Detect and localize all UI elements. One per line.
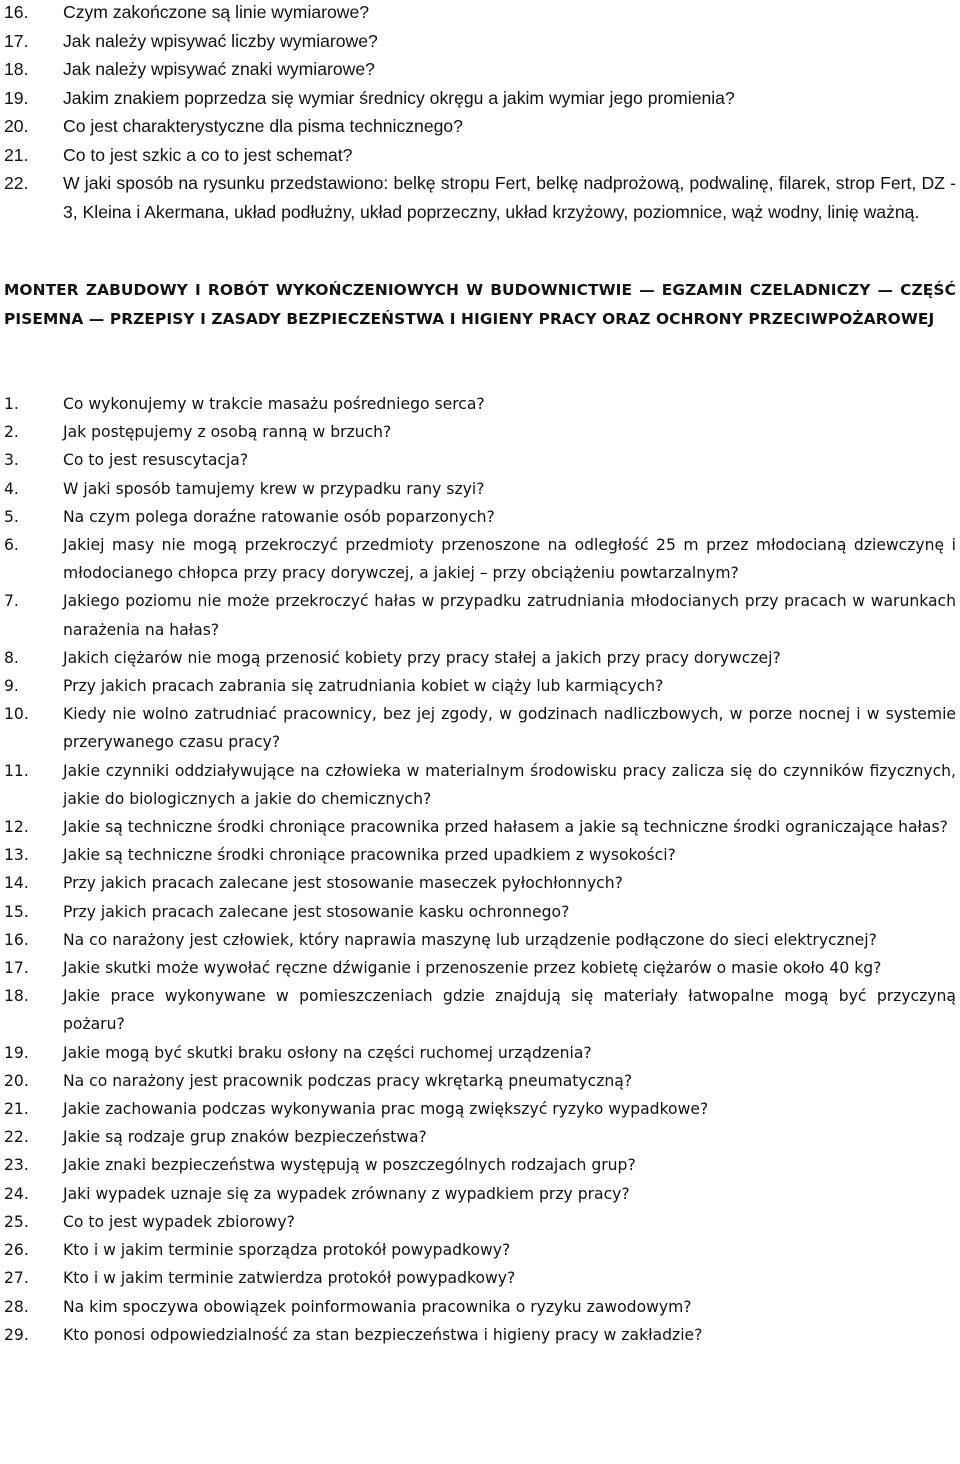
question-list-bhp	[0, 390, 960, 1349]
item-text: Jakim znakiem poprzedza się wymiar średnicy okręgu a jakim wymiar jego promienia?	[63, 87, 735, 108]
item-text: W jaki sposób tamujemy krew w przypadku rany szyi?	[63, 479, 485, 498]
list-item	[0, 390, 960, 418]
item-text: Na co narażony jest pracownik podczas pracy wkrętarką pneumatyczną?	[63, 1071, 633, 1090]
list-item	[0, 503, 960, 531]
item-text: Jakie czynniki oddziaływujące na człowieka w materialnym środowisku pracy zalicza się do czynników fizycznych, jakie do biologicznych a jakie do chemicznych?	[63, 761, 956, 808]
item-number: 7.	[4, 592, 19, 611]
item-number: 5.	[4, 507, 19, 526]
item-number: 9.	[4, 677, 19, 696]
item-number: 6.	[4, 536, 19, 555]
list-item	[0, 587, 960, 643]
item-number: 3.	[4, 451, 19, 470]
list-item	[0, 1264, 960, 1292]
list-item	[0, 982, 960, 1038]
list-item	[0, 926, 960, 954]
item-text: Jakie są techniczne środki chroniące pracownika przed upadkiem z wysokości?	[63, 846, 676, 865]
item-number: 20.	[4, 116, 29, 136]
item-number: 1.	[4, 395, 19, 413]
item-text: Co to jest resuscytacja?	[63, 451, 249, 470]
item-number: 16.	[4, 2, 29, 22]
item-text: Na co narażony jest człowiek, który naprawia maszynę lub urządzenie podłączone do sieci elektrycznej?	[63, 930, 877, 949]
item-number: 14.	[4, 874, 29, 893]
item-text: Co to jest szkic a co to jest schemat?	[63, 144, 353, 165]
item-number: 21.	[4, 1100, 29, 1119]
item-text: Kto i w jakim terminie sporządza protokół powypadkowy?	[63, 1241, 511, 1260]
item-text: Jakie prace wykonywane w pomieszczeniach gdzie znajdują się materiały łatwopalne mogą być przyczyną pożaru?	[63, 987, 956, 1034]
item-number: 26.	[4, 1241, 29, 1260]
list-item	[0, 869, 960, 897]
list-item	[0, 27, 960, 56]
item-text: Czym zakończone są linie wymiarowe?	[63, 2, 370, 22]
item-text: Przy jakich pracach zabrania się zatrudniania kobiet w ciąży lub karmiących?	[63, 677, 664, 696]
list-item	[0, 0, 960, 27]
item-number: 29.	[4, 1325, 29, 1344]
list-item	[0, 1151, 960, 1179]
item-text: Jakiego poziomu nie może przekroczyć hałas w przypadku zatrudniania młodocianych przy pracach w warunkach narażenia na hałas?	[63, 592, 956, 639]
list-item	[0, 672, 960, 700]
item-text: Kto i w jakim terminie zatwierdza protokół powypadkowy?	[63, 1269, 516, 1288]
item-text: Jakiej masy nie mogą przekroczyć przedmioty przenoszone na odległość 25 m przez młodocianą dziewczynę i młodocianego chłopca przy pracy dorywczej, a jakiej – przy obciążeniu powtarzalnym?	[63, 536, 956, 583]
list-item	[0, 169, 960, 226]
item-number: 20.	[4, 1071, 29, 1090]
item-text: Jak należy wpisywać liczby wymiarowe?	[63, 30, 378, 51]
item-text: Co wykonujemy w trakcie masażu pośredniego serca?	[63, 395, 485, 413]
list-item	[0, 1067, 960, 1095]
item-text: Przy jakich pracach zalecane jest stosowanie maseczek pyłochłonnych?	[63, 874, 623, 893]
item-number: 23.	[4, 1156, 29, 1175]
item-number: 24.	[4, 1184, 29, 1203]
item-text: Jakie mogą być skutki braku osłony na części ruchomej urządzenia?	[63, 1043, 592, 1062]
item-number: 11.	[4, 761, 29, 780]
item-number: 4.	[4, 479, 19, 498]
item-text: Kto ponosi odpowiedzialność za stan bezpieczeństwa i higieny pracy w zakładzie?	[63, 1325, 703, 1344]
item-number: 25.	[4, 1212, 29, 1231]
item-number: 28.	[4, 1297, 29, 1316]
item-number: 17.	[4, 959, 29, 978]
item-number: 16.	[4, 930, 29, 949]
item-number: 21.	[4, 144, 29, 165]
list-item	[0, 1123, 960, 1151]
item-number: 15.	[4, 902, 29, 921]
item-text: Jakich ciężarów nie mogą przenosić kobiety przy pracy stałej a jakich przy pracy dorywczej?	[63, 648, 781, 667]
item-text: Na czym polega doraźne ratowanie osób poparzonych?	[63, 507, 495, 526]
item-text: Jakie znaki bezpieczeństwa występują w poszczególnych rodzajach grup?	[63, 1156, 636, 1175]
item-number: 12.	[4, 818, 29, 837]
list-item	[0, 700, 960, 756]
item-number: 19.	[4, 87, 29, 108]
item-text: Co jest charakterystyczne dla pisma technicznego?	[63, 116, 463, 136]
item-text: Na kim spoczywa obowiązek poinformowania pracownika o ryzyku zawodowym?	[63, 1297, 692, 1316]
item-text: Przy jakich pracach zalecane jest stosowanie kasku ochronnego?	[63, 902, 570, 921]
item-text: W jaki sposób na rysunku przedstawiono: belkę stropu Fert, belkę nadprożową, podwalinę, filarek, strop Fert, DZ - 3, Kleina i Akermana, układ podłużny, układ poprzeczny, układ krzyżowy, poziomnice, wąż wodny, linię ważną.	[63, 173, 956, 222]
list-item	[0, 954, 960, 982]
list-item	[0, 55, 960, 84]
list-item	[0, 1039, 960, 1067]
item-number: 2.	[4, 423, 19, 442]
item-text: Jakie są techniczne środki chroniące pracownika przed hałasem a jakie są techniczne środki ograniczające hałas?	[63, 818, 948, 837]
list-item	[0, 1321, 960, 1349]
list-item	[0, 841, 960, 869]
item-text: Jak należy wpisywać znaki wymiarowe?	[63, 59, 375, 79]
list-item	[0, 418, 960, 446]
item-text: Jakie skutki może wywołać ręczne dźwiganie i przenoszenie przez kobietę ciężarów o masie około 40 kg?	[63, 959, 882, 978]
item-number: 18.	[4, 59, 29, 79]
item-text: Jaki wypadek uznaje się za wypadek zrównany z wypadkiem przy pracy?	[63, 1184, 630, 1203]
list-item	[0, 112, 960, 141]
item-number: 8.	[4, 648, 19, 667]
item-text: Jakie zachowania podczas wykonywania prac mogą zwiększyć ryzyko wypadkowe?	[63, 1100, 709, 1119]
list-item	[0, 1095, 960, 1123]
list-item	[0, 813, 960, 841]
section-heading: MONTER ZABUDOWY I ROBÓT WYKOŃCZENIOWYCH W BUDOWNICTWIE — EGZAMIN CZELADNICZY — CZĘŚĆ PISEMNA — PRZEPISY I ZASADY BEZPIECZEŃSTWA I HIGIENY PRACY ORAZ OCHRONY PRZECIWPOŻAROWEJ	[4, 281, 956, 328]
list-item	[0, 475, 960, 503]
list-item	[0, 446, 960, 474]
list-item	[0, 141, 960, 170]
item-number: 19.	[4, 1043, 29, 1062]
item-number: 17.	[4, 30, 29, 51]
list-item	[0, 898, 960, 926]
item-text: Jak postępujemy z osobą ranną w brzuch?	[63, 423, 392, 442]
item-number: 18.	[4, 987, 29, 1006]
list-item	[0, 757, 960, 813]
list-item	[0, 531, 960, 587]
item-number: 10.	[4, 705, 29, 724]
item-text: Co to jest wypadek zbiorowy?	[63, 1212, 295, 1231]
list-item	[0, 84, 960, 113]
list-item	[0, 1208, 960, 1236]
list-item	[0, 1180, 960, 1208]
item-text: Kiedy nie wolno zatrudniać pracownicy, bez jej zgody, w godzinach nadliczbowych, w porze nocnej i w systemie przerywanego czasu pracy?	[63, 705, 956, 752]
list-item	[0, 1236, 960, 1264]
list-item	[0, 644, 960, 672]
item-number: 13.	[4, 846, 29, 865]
item-text: Jakie są rodzaje grup znaków bezpieczeństwa?	[63, 1128, 427, 1147]
question-list-drawing	[0, 0, 960, 226]
item-number: 27.	[4, 1269, 29, 1288]
item-number: 22.	[4, 173, 29, 193]
list-item	[0, 1293, 960, 1321]
item-number: 22.	[4, 1128, 29, 1147]
